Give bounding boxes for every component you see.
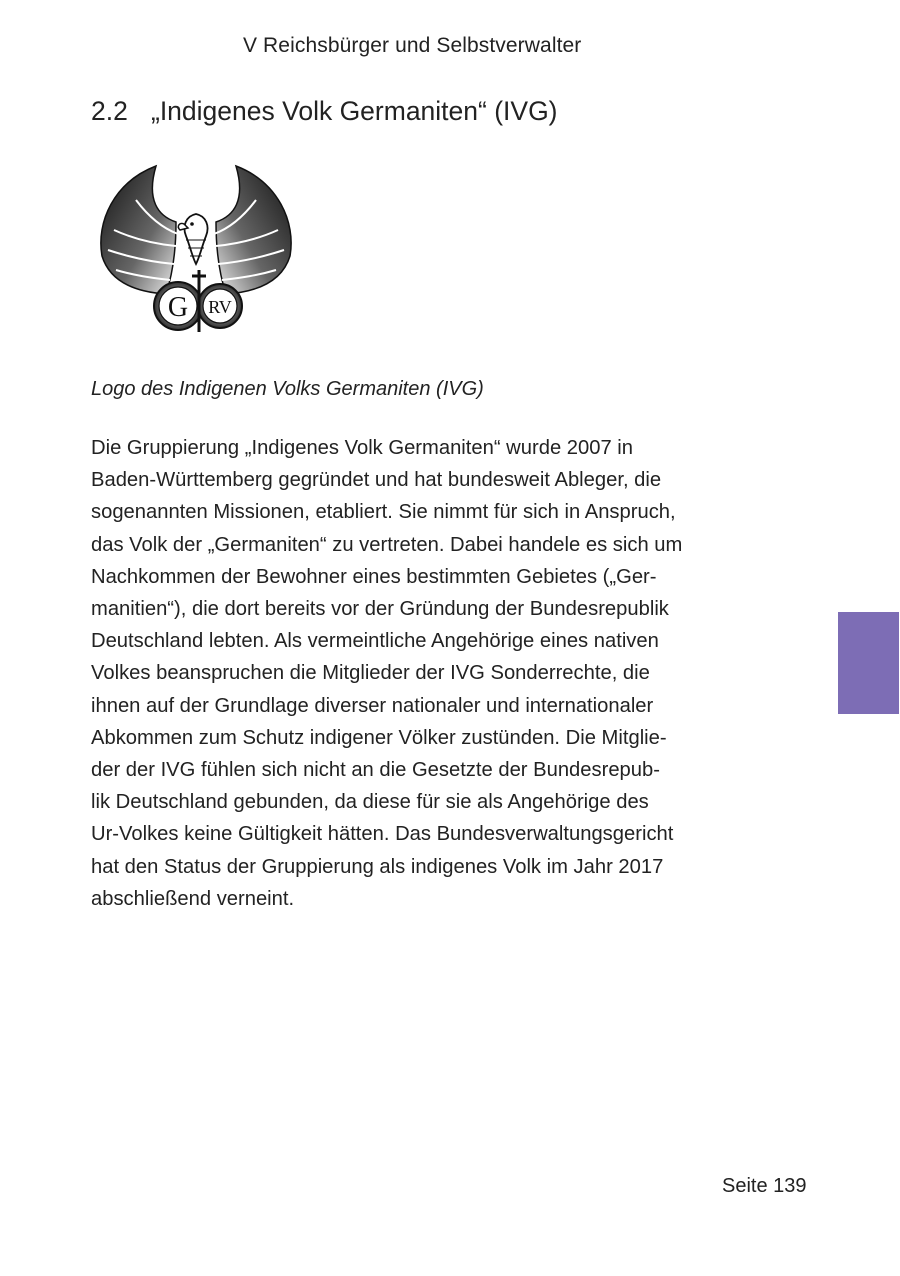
page-number: Seite 139 — [722, 1175, 807, 1197]
chapter-thumb-tab — [838, 612, 899, 714]
body-line: Nachkommen der Bewohner eines bestimmten Gebietes („Ger- — [91, 565, 657, 588]
body-paragraph — [91, 432, 741, 915]
body-line: lik Deutschland gebunden, da diese für sie als Angehörige des — [91, 791, 649, 814]
section-number: 2.2 — [91, 96, 128, 126]
body-line: Abkommen zum Schutz indigener Völker zustünden. Die Mitglie- — [91, 726, 667, 749]
body-line: abschließend verneint. — [91, 887, 295, 910]
body-line: Baden-Württemberg gegründet und hat bundesweit Ableger, die — [91, 469, 662, 492]
logo-caption: Logo des Indigenen Volks Germaniten (IVG) — [91, 378, 484, 400]
logo-letter-g: G — [167, 292, 189, 323]
body-line: Ur-Volkes keine Gültigkeit hätten. Das Bundesverwaltungsgericht — [91, 823, 674, 846]
body-line: Die Gruppierung „Indigenes Volk Germaniten“ wurde 2007 in — [91, 437, 634, 459]
section-title: „Indigenes Volk Germaniten“ (IVG) — [151, 96, 558, 126]
body-line: hat den Status der Gruppierung als indigenes Volk im Jahr 2017 — [91, 855, 664, 878]
eagle-emblem-logo — [96, 160, 296, 338]
body-line: das Volk der „Germaniten“ zu vertreten. Dabei handele es sich um — [91, 533, 683, 556]
logo-letters-rv: RV — [208, 297, 232, 317]
body-line: sogenannten Missionen, etabliert. Sie nimmt für sich in Anspruch, — [91, 501, 676, 524]
body-line: der der IVG fühlen sich nicht an die Gesetzte der Bundesrepub- — [91, 759, 660, 782]
body-line: Deutschland lebten. Als vermeintliche Angehörige eines nativen — [91, 630, 659, 653]
running-head: V Reichsbürger und Selbstverwalter — [243, 34, 582, 57]
body-line: manitien“), die dort bereits vor der Gründung der Bundesrepublik — [91, 598, 669, 621]
body-line: ihnen auf der Grundlage diverser nationaler und internationaler — [91, 694, 654, 717]
section-heading — [91, 96, 558, 127]
body-line: Volkes beanspruchen die Mitglieder der IVG Sonderrechte, die — [91, 662, 650, 685]
